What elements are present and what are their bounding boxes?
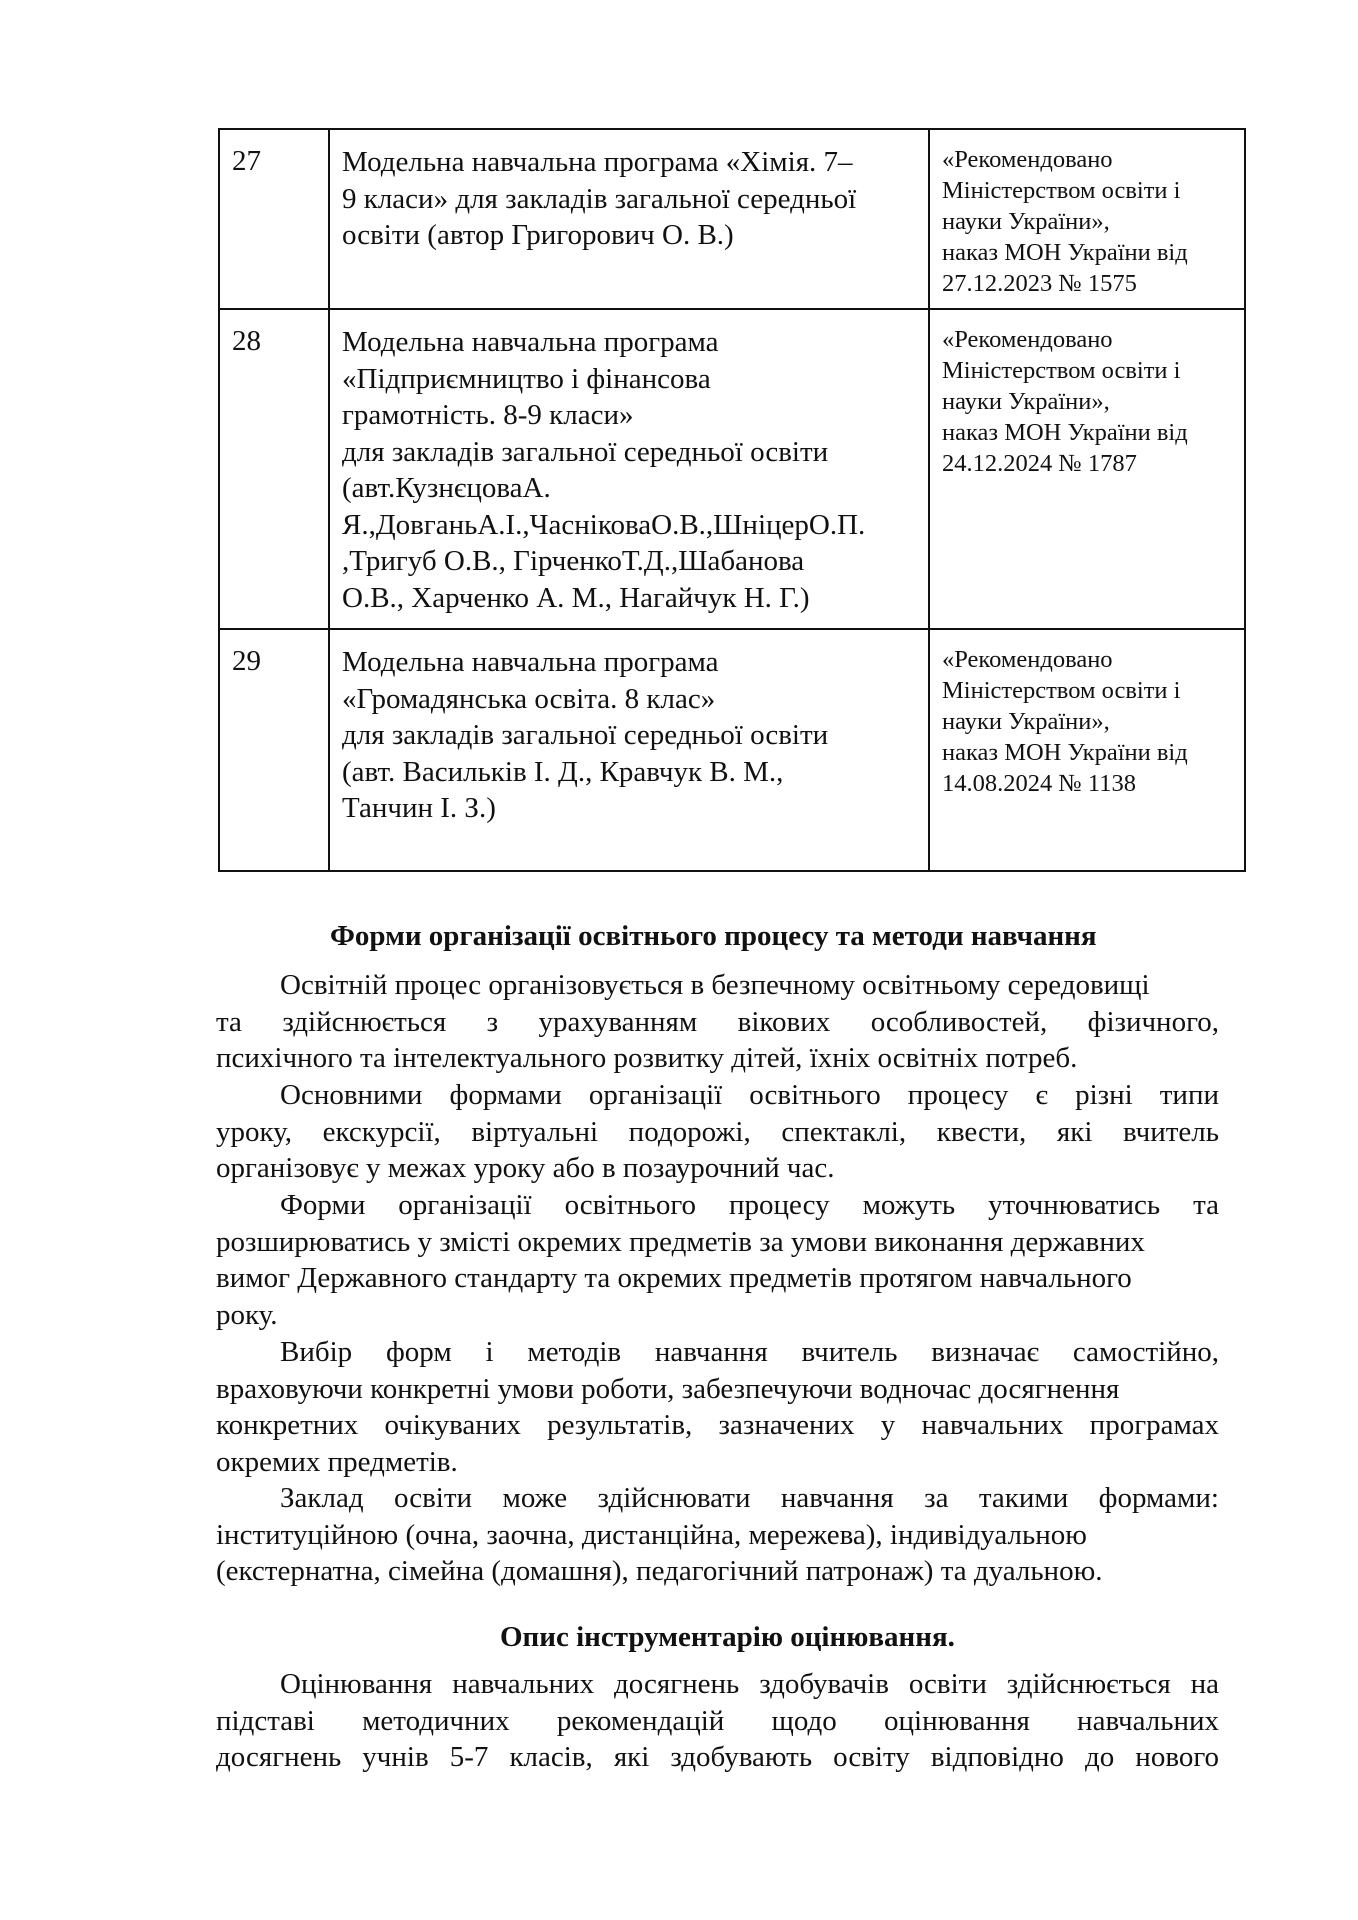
program-title-line: О.В., Харченко А. М., Нагайчук Н. Г.) xyxy=(342,581,810,614)
section-heading-forms: Форми організації освітнього процесу та методи навчання xyxy=(330,920,1097,952)
paragraph-line: Оцінювання навчальних досягнень здобувачів освіти здійснюється на xyxy=(280,1668,1219,1700)
approval-status-line: «Рекомендовано xyxy=(942,146,1113,173)
paragraph-line: Основними формами організації освітнього процесу є різні типи xyxy=(280,1079,1219,1111)
paragraph-line: психічного та інтелектуального розвитку дітей, їхніх освітніх потреб. xyxy=(216,1042,1078,1074)
paragraph-line: враховуючи конкретні умови роботи, забезпечуючи водночас досягнення xyxy=(216,1372,1120,1405)
paragraph xyxy=(216,1666,1219,1776)
section-heading-evaluation: Опис інструментарію оцінювання. xyxy=(500,1621,955,1653)
approval-status-line: науки України», xyxy=(942,388,1110,415)
paragraph-line: підставі методичних рекомендацій щодо оцінювання навчальних xyxy=(216,1704,1219,1737)
paragraph-line: організовує у межах уроку або в позаурочний час. xyxy=(216,1152,835,1184)
row-number-cell xyxy=(219,309,329,629)
paragraph-line: Форми організації освітнього процесу можуть уточнюватись та xyxy=(280,1189,1219,1221)
paragraph-line: Вибір форм і методів навчання вчитель визначає самостійно, xyxy=(280,1336,1219,1368)
approval-status-line: 24.12.2024 № 1787 xyxy=(942,450,1137,477)
paragraph-line: уроку, екскурсії, віртуальні подорожі, спектаклі, квести, які вчитель xyxy=(216,1115,1219,1148)
paragraph-line: Освітній процес організовується в безпечному освітньому середовищі xyxy=(280,969,1150,1001)
approval-status-line: Міністерством освіти і xyxy=(942,177,1181,204)
program-title-line: для закладів загальної середньої освіти xyxy=(342,435,829,468)
programs-table xyxy=(218,128,1246,872)
paragraph-line: інституційною (очна, заочна, дистанційна, мережева), індивідуальною xyxy=(216,1518,1087,1551)
row-number: 29 xyxy=(232,645,261,677)
approval-status-cell xyxy=(929,129,1245,309)
table-row xyxy=(219,309,1245,629)
paragraph xyxy=(216,1480,1219,1590)
approval-status-line: «Рекомендовано xyxy=(942,646,1113,673)
paragraph-line: та здійснюється з урахуванням вікових особливостей, фізичного, xyxy=(216,1005,1219,1038)
paragraph-line: конкретних очікуваних результатів, зазначених у навчальних програмах xyxy=(216,1409,1219,1441)
approval-status-line: 14.08.2024 № 1138 xyxy=(942,770,1136,797)
approval-status-line: Міністерством освіти і xyxy=(942,677,1181,704)
approval-status-line: «Рекомендовано xyxy=(942,326,1113,353)
program-title-line: Модельна навчальна програма xyxy=(342,646,719,678)
paragraph xyxy=(216,1334,1219,1480)
program-title-line: Я.,ДовганьА.І.,ЧасніковаО.В.,ШніцерО.П. xyxy=(342,508,866,541)
program-title-line: для закладів загальної середньої освіти xyxy=(342,719,829,751)
program-title-line: ,Тригуб О.В., ГірченкоТ.Д.,Шабанова xyxy=(342,545,805,577)
approval-status-line: наказ МОН України від xyxy=(942,419,1188,446)
approval-status-line: Міністерством освіти і xyxy=(942,357,1181,384)
row-number: 27 xyxy=(232,145,261,177)
program-title-cell xyxy=(329,309,929,629)
table-row xyxy=(219,629,1245,871)
program-title-line: Модельна навчальна програма xyxy=(342,326,719,358)
approval-status-line: 27.12.2023 № 1575 xyxy=(942,270,1137,297)
paragraph xyxy=(216,1187,1219,1333)
paragraph-line: розширюватись у змісті окремих предметів за умови виконання державних xyxy=(216,1225,1145,1258)
program-title-line: освіти (автор Григорович О. В.) xyxy=(342,219,734,251)
approval-status-cell xyxy=(929,309,1245,629)
approval-status-cell xyxy=(929,629,1245,871)
paragraph-line: вимог Державного стандарту та окремих предметів протягом навчального xyxy=(216,1262,1132,1294)
approval-status-line: науки України», xyxy=(942,708,1110,735)
program-title-line: Модельна навчальна програма «Хімія. 7– xyxy=(342,146,853,178)
paragraph-line: року. xyxy=(216,1298,278,1331)
approval-status-line: наказ МОН України від xyxy=(942,739,1188,766)
paragraph xyxy=(216,967,1219,1077)
row-number: 28 xyxy=(232,325,261,357)
approval-status-line: наказ МОН України від xyxy=(942,239,1188,266)
program-title-line: (авт. Васильків І. Д., Кравчук В. М., xyxy=(342,755,784,788)
paragraph xyxy=(216,1077,1219,1187)
program-title-line: «Підприємництво і фінансова xyxy=(342,362,711,395)
table-row xyxy=(219,129,1245,309)
row-number-cell xyxy=(219,629,329,871)
approval-status-line: науки України», xyxy=(942,208,1110,235)
program-title-line: «Громадянська освіта. 8 клас» xyxy=(342,682,716,715)
row-number-cell xyxy=(219,129,329,309)
program-title-line: грамотність. 8-9 класи» xyxy=(342,399,634,431)
paragraph-line: Заклад освіти може здійснювати навчання за такими формами: xyxy=(280,1482,1219,1514)
paragraph-line: (екстернатна, сімейна (домашня), педагогічний патронаж) та дуальною. xyxy=(216,1555,1103,1587)
program-title-line: 9 класи» для закладів загальної середньої xyxy=(342,182,857,215)
program-title-line: Танчин І. З.) xyxy=(342,792,496,824)
paragraph-line: окремих предметів. xyxy=(216,1445,458,1478)
program-title-line: (авт.КузнєцоваА. xyxy=(342,472,551,504)
program-title-cell xyxy=(329,129,929,309)
paragraph-line: досягнень учнів 5-7 класів, які здобувають освіту відповідно до нового xyxy=(216,1741,1219,1773)
program-title-cell xyxy=(329,629,929,871)
